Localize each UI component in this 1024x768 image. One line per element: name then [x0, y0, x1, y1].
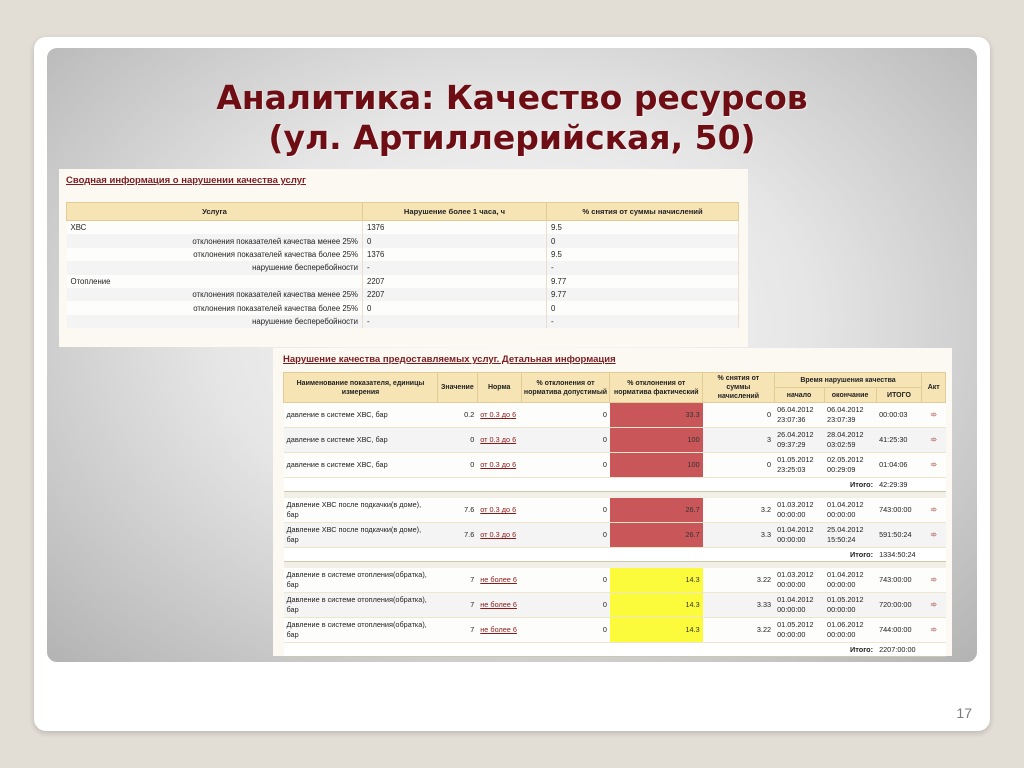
detail-cell-start: 06.04.2012 23:07:36: [774, 403, 824, 428]
detail-cell-end: 25.04.2012 15:50:24: [824, 523, 876, 548]
summary-row: [67, 248, 739, 261]
summary-cell-violation: 0: [363, 301, 547, 314]
summary-cell-violation: 1376: [363, 248, 547, 261]
detail-total-row: [284, 548, 946, 562]
detail-header-deduction: % снятия от суммы начислений: [703, 373, 774, 403]
detail-cell-deduction: 3.2: [703, 498, 774, 523]
norm-link[interactable]: от 0.3 до 6: [480, 435, 517, 444]
detail-total-value: 2207:00:00: [876, 643, 945, 657]
detail-cell-end: 01.06.2012 00:00:00: [824, 618, 876, 643]
summary-cell-service: отклонения показателей качества менее 25%: [67, 288, 363, 301]
detail-cell-start: 01.04.2012 00:00:00: [774, 593, 824, 618]
detail-row: [284, 593, 946, 618]
detail-cell-dev-actual: 14.3: [610, 593, 703, 618]
detail-cell-dev-allowed: 0: [521, 523, 610, 548]
detail-cell-deduction: 3.22: [703, 618, 774, 643]
detail-cell-name: давление в системе ХВС, бар: [284, 453, 438, 478]
detail-cell-deduction: 3.22: [703, 568, 774, 593]
norm-link[interactable]: от 0.3 до 6: [480, 460, 517, 469]
detail-cell-norm: [477, 453, 521, 478]
summary-header-violation: Нарушение более 1 часа, ч: [363, 203, 547, 221]
detail-header-end: окончание: [824, 388, 876, 403]
detail-row: [284, 568, 946, 593]
detail-cell-start: 01.05.2012 00:00:00: [774, 618, 824, 643]
detail-header-name: Наименование показателя, единицы измерения: [284, 373, 438, 403]
norm-link[interactable]: не более 6: [480, 575, 517, 584]
detail-cell-name: Давление в системе отопления(обратка), бар: [284, 568, 438, 593]
act-arrow-icon[interactable]: ➾: [922, 618, 946, 643]
detail-cell-dev-actual: 26.7: [610, 523, 703, 548]
detail-cell-value: 0: [438, 453, 478, 478]
detail-cell-norm: [477, 593, 521, 618]
detail-cell-total: 591:50:24: [876, 523, 922, 548]
summary-cell-service: нарушение бесперебойности: [67, 315, 363, 328]
detail-cell-dev-actual: 100: [610, 428, 703, 453]
detail-header-period: Время нарушения качества: [774, 373, 922, 388]
summary-row: [67, 261, 739, 274]
detail-cell-end: 06.04.2012 23:07:39: [824, 403, 876, 428]
detail-cell-dev-actual: 26.7: [610, 498, 703, 523]
summary-cell-violation: 2207: [363, 288, 547, 301]
detail-header-row: [284, 373, 946, 388]
detail-row: [284, 428, 946, 453]
summary-cell-service: отклонения показателей качества более 25%: [67, 248, 363, 261]
summary-cell-service: ХВС: [67, 221, 363, 235]
detail-cell-name: Давление в системе отопления(обратка), бар: [284, 593, 438, 618]
detail-cell-end: 28.04.2012 03:02:59: [824, 428, 876, 453]
summary-cell-deduction: -: [547, 315, 739, 328]
summary-cell-service: отклонения показателей качества менее 25%: [67, 234, 363, 247]
act-arrow-icon[interactable]: ➾: [922, 568, 946, 593]
summary-cell-service: Отопление: [67, 275, 363, 288]
detail-title-link[interactable]: Нарушение качества предоставляемых услуг. Детальная информация: [283, 354, 616, 365]
act-arrow-icon[interactable]: ➾: [922, 453, 946, 478]
detail-cell-name: Давление ХВС после подкачки(в доме), бар: [284, 523, 438, 548]
detail-cell-value: 7: [438, 593, 478, 618]
detail-cell-norm: [477, 568, 521, 593]
norm-link[interactable]: от 0.3 до 6: [480, 410, 517, 419]
detail-total-row: [284, 643, 946, 657]
detail-cell-deduction: 0: [703, 453, 774, 478]
summary-row: [67, 275, 739, 288]
detail-cell-total: 744:00:00: [876, 618, 922, 643]
summary-header-row: [67, 203, 739, 221]
norm-link[interactable]: не более 6: [480, 625, 517, 634]
detail-row: [284, 618, 946, 643]
detail-cell-dev-actual: 14.3: [610, 568, 703, 593]
norm-link[interactable]: от 0.3 до 6: [480, 505, 517, 514]
detail-total-label: Итого:: [284, 643, 877, 657]
detail-cell-dev-allowed: 0: [521, 453, 610, 478]
norm-link[interactable]: не более 6: [480, 600, 517, 609]
summary-cell-violation: 2207: [363, 275, 547, 288]
summary-cell-deduction: 9.5: [547, 221, 739, 235]
detail-cell-total: 01:04:06: [876, 453, 922, 478]
summary-row: [67, 234, 739, 247]
summary-cell-deduction: 9.5: [547, 248, 739, 261]
detail-cell-deduction: 0: [703, 403, 774, 428]
summary-header-deduction: % снятия от суммы начислений: [547, 203, 739, 221]
detail-total-value: 42:29:39: [876, 478, 945, 492]
act-arrow-icon[interactable]: ➾: [922, 523, 946, 548]
summary-cell-violation: 0: [363, 234, 547, 247]
detail-cell-value: 0.2: [438, 403, 478, 428]
detail-cell-name: давление в системе ХВС, бар: [284, 403, 438, 428]
detail-row: [284, 498, 946, 523]
detail-cell-total: 41:25:30: [876, 428, 922, 453]
detail-cell-start: 01.05.2012 23:25:03: [774, 453, 824, 478]
detail-cell-name: давление в системе ХВС, бар: [284, 428, 438, 453]
detail-table: [283, 372, 946, 657]
detail-cell-dev-allowed: 0: [521, 428, 610, 453]
detail-cell-norm: [477, 618, 521, 643]
act-arrow-icon[interactable]: ➾: [922, 428, 946, 453]
summary-cell-violation: -: [363, 261, 547, 274]
detail-cell-name: Давление в системе отопления(обратка), бар: [284, 618, 438, 643]
summary-title-link[interactable]: Сводная информация о нарушении качества услуг: [66, 175, 306, 186]
summary-panel: [59, 169, 748, 347]
detail-cell-value: 0: [438, 428, 478, 453]
detail-cell-value: 7: [438, 618, 478, 643]
detail-header-dev-actual: % отклонения от норматива фактический: [610, 373, 703, 403]
slide-title-line-2: (ул. Артиллерийская, 50): [268, 118, 756, 157]
detail-row: [284, 523, 946, 548]
detail-cell-dev-actual: 33.3: [610, 403, 703, 428]
act-arrow-icon[interactable]: ➾: [922, 593, 946, 618]
detail-cell-total: 00:00:03: [876, 403, 922, 428]
detail-header-value: Значение: [438, 373, 478, 403]
detail-cell-dev-allowed: 0: [521, 618, 610, 643]
summary-cell-deduction: -: [547, 261, 739, 274]
act-arrow-icon[interactable]: ➾: [922, 403, 946, 428]
act-arrow-icon[interactable]: ➾: [922, 498, 946, 523]
summary-row: [67, 301, 739, 314]
slide-title: [47, 78, 977, 158]
detail-cell-norm: [477, 498, 521, 523]
detail-cell-total: 720:00:00: [876, 593, 922, 618]
detail-total-row: [284, 478, 946, 492]
norm-link[interactable]: от 0.3 до 6: [480, 530, 517, 539]
summary-cell-service: нарушение бесперебойности: [67, 261, 363, 274]
summary-cell-violation: 1376: [363, 221, 547, 235]
detail-cell-dev-allowed: 0: [521, 593, 610, 618]
detail-row: [284, 453, 946, 478]
summary-cell-deduction: 0: [547, 234, 739, 247]
summary-header-service: Услуга: [67, 203, 363, 221]
detail-cell-dev-allowed: 0: [521, 568, 610, 593]
detail-cell-total: 743:00:00: [876, 568, 922, 593]
detail-cell-dev-actual: 14.3: [610, 618, 703, 643]
detail-cell-value: 7.6: [438, 498, 478, 523]
detail-header-norm: Норма: [477, 373, 521, 403]
summary-cell-service: отклонения показателей качества более 25%: [67, 301, 363, 314]
detail-cell-value: 7: [438, 568, 478, 593]
detail-cell-end: 02.05.2012 00:29:09: [824, 453, 876, 478]
detail-cell-norm: [477, 403, 521, 428]
detail-header-dev-allowed: % отклонения от норматива допустимый: [521, 373, 610, 403]
detail-cell-dev-allowed: 0: [521, 498, 610, 523]
detail-cell-end: 01.05.2012 00:00:00: [824, 593, 876, 618]
detail-cell-start: 01.04.2012 00:00:00: [774, 523, 824, 548]
summary-cell-deduction: 9.77: [547, 288, 739, 301]
detail-cell-dev-allowed: 0: [521, 403, 610, 428]
page-number: 17: [956, 705, 972, 721]
summary-table: [66, 202, 739, 328]
summary-row: [67, 288, 739, 301]
detail-cell-deduction: 3: [703, 428, 774, 453]
detail-cell-value: 7.6: [438, 523, 478, 548]
detail-cell-norm: [477, 428, 521, 453]
detail-row: [284, 403, 946, 428]
detail-cell-norm: [477, 523, 521, 548]
detail-cell-total: 743:00:00: [876, 498, 922, 523]
detail-header-total: ИТОГО: [876, 388, 922, 403]
detail-cell-end: 01.04.2012 00:00:00: [824, 568, 876, 593]
detail-total-label: Итого:: [284, 478, 877, 492]
detail-cell-start: 26.04.2012 09:37:29: [774, 428, 824, 453]
detail-cell-deduction: 3.3: [703, 523, 774, 548]
detail-header-act: Акт: [922, 373, 946, 403]
detail-cell-start: 01.03.2012 00:00:00: [774, 568, 824, 593]
detail-cell-name: Давление ХВС после подкачки(в доме), бар: [284, 498, 438, 523]
detail-total-label: Итого:: [284, 548, 877, 562]
detail-cell-start: 01.03.2012 00:00:00: [774, 498, 824, 523]
detail-cell-end: 01.04.2012 00:00:00: [824, 498, 876, 523]
summary-row: [67, 315, 739, 328]
detail-cell-deduction: 3.33: [703, 593, 774, 618]
detail-total-value: 1334:50:24: [876, 548, 945, 562]
detail-cell-dev-actual: 100: [610, 453, 703, 478]
summary-cell-violation: -: [363, 315, 547, 328]
summary-cell-deduction: 0: [547, 301, 739, 314]
summary-cell-deduction: 9.77: [547, 275, 739, 288]
slide-title-line-1: Аналитика: Качество ресурсов: [216, 78, 808, 117]
detail-panel: [273, 348, 952, 656]
summary-row: [67, 221, 739, 235]
detail-header-start: начало: [774, 388, 824, 403]
